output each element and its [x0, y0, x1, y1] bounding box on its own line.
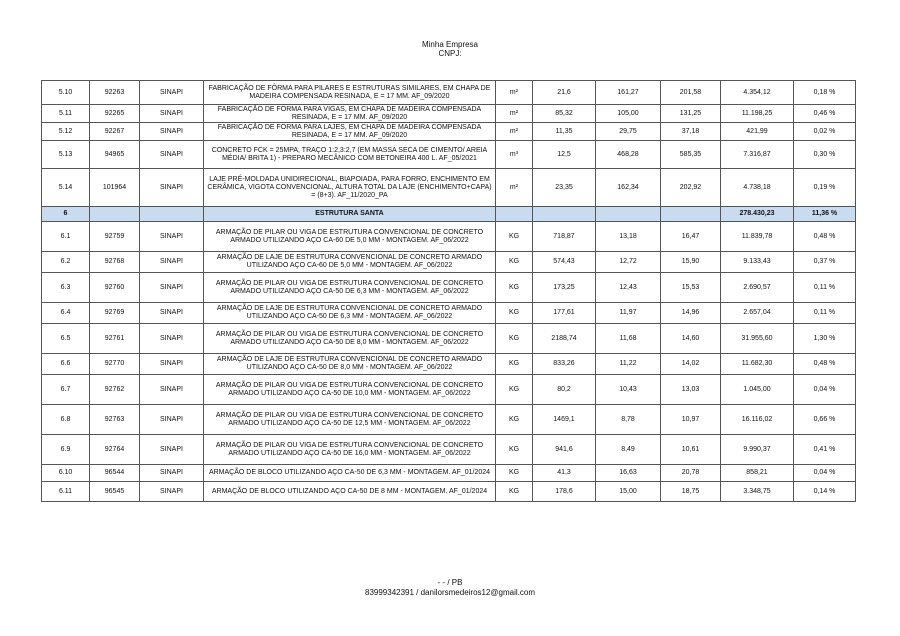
- item-code: 92769: [90, 303, 140, 324]
- item-total: 421,99: [721, 123, 794, 141]
- item-number: 5.12: [42, 123, 90, 141]
- item-unit-price: 20,78: [661, 465, 721, 482]
- item-total: 7.316,87: [721, 141, 794, 169]
- item-code: 92263: [90, 81, 140, 105]
- item-total: 9.990,37: [721, 435, 794, 465]
- item-source: [140, 207, 204, 222]
- item-code: 92762: [90, 375, 140, 405]
- item-number: 6.3: [42, 273, 90, 303]
- item-source: SINAPI: [140, 222, 204, 252]
- item-total: 278.430,23: [721, 207, 794, 222]
- item-unit-price: 16,47: [661, 222, 721, 252]
- footer-contact: 83999342391 / danilorsmedeiros12@gmail.com: [365, 588, 535, 597]
- item-description: ARMAÇÃO DE PILAR OU VIGA DE ESTRUTURA CONVENCIONAL DE CONCRETO ARMADO UTILIZANDO AÇO CA-50 DE 16,0 MM - MONTAGEM. AF_06/2022: [204, 435, 496, 465]
- item-quantity: 85,32: [533, 105, 596, 123]
- item-unit-price: [661, 207, 721, 222]
- item-number: 6.10: [42, 465, 90, 482]
- item-quantity: 12,5: [533, 141, 596, 169]
- item-description: ARMAÇÃO DE PILAR OU VIGA DE ESTRUTURA CONVENCIONAL DE CONCRETO ARMADO UTILIZANDO AÇO CA-60 DE 5,0 MM - MONTAGEM. AF_06/2022: [204, 222, 496, 252]
- item-percent: 0,66 %: [794, 405, 856, 435]
- item-code: 92768: [90, 252, 140, 273]
- item-quantity: 178,6: [533, 482, 596, 502]
- item-total: 2.657,04: [721, 303, 794, 324]
- item-quantity: 173,25: [533, 273, 596, 303]
- item-percent: 0,48 %: [794, 222, 856, 252]
- item-percent: 1,30 %: [794, 324, 856, 354]
- item-description: ARMAÇÃO DE PILAR OU VIGA DE ESTRUTURA CONVENCIONAL DE CONCRETO ARMADO UTILIZANDO AÇO CA-50 DE 10,0 MM - MONTAGEM. AF_06/2022: [204, 375, 496, 405]
- item-number: 5.13: [42, 141, 90, 169]
- item-total: 11.198,25: [721, 105, 794, 123]
- item-unit-price: 37,18: [661, 123, 721, 141]
- item-total: 4.738,18: [721, 169, 794, 207]
- item-percent: 0,11 %: [794, 303, 856, 324]
- item-source: SINAPI: [140, 465, 204, 482]
- item-source: SINAPI: [140, 252, 204, 273]
- item-unit-cost: 468,28: [596, 141, 661, 169]
- company-cnpj: CNPJ:: [438, 49, 462, 58]
- item-unit-price: 18,75: [661, 482, 721, 502]
- item-number: 6.2: [42, 252, 90, 273]
- item-percent: 0,48 %: [794, 354, 856, 375]
- item-unit-cost: 10,43: [596, 375, 661, 405]
- table-row: [42, 303, 856, 324]
- item-unit-price: 131,25: [661, 105, 721, 123]
- item-quantity: 177,61: [533, 303, 596, 324]
- table-row: [42, 375, 856, 405]
- item-source: SINAPI: [140, 435, 204, 465]
- item-description: ARMAÇÃO DE BLOCO UTILIZANDO AÇO CA-50 DE 6,3 MM - MONTAGEM. AF_01/2024: [204, 465, 496, 482]
- item-unit-cost: 8,49: [596, 435, 661, 465]
- item-unit-cost: 105,00: [596, 105, 661, 123]
- item-description: ARMAÇÃO DE BLOCO UTILIZANDO AÇO CA-50 DE 8 MM - MONTAGEM. AF_01/2024: [204, 482, 496, 502]
- item-unit: m²: [496, 169, 533, 207]
- item-number: 5.14: [42, 169, 90, 207]
- item-number: 6.8: [42, 405, 90, 435]
- item-code: 96544: [90, 465, 140, 482]
- item-unit-price: 202,92: [661, 169, 721, 207]
- item-unit: KG: [496, 482, 533, 502]
- item-number: 6.6: [42, 354, 90, 375]
- item-total: 2.690,57: [721, 273, 794, 303]
- item-quantity: 21,6: [533, 81, 596, 105]
- item-unit: KG: [496, 375, 533, 405]
- item-unit: [496, 207, 533, 222]
- item-quantity: 718,87: [533, 222, 596, 252]
- item-description: FABRICAÇÃO DE FÔRMA PARA PILARES E ESTRUTURAS SIMILARES, EM CHAPA DE MADEIRA COMPENSADA RESINADA, E = 17 MM. AF_09/2020: [204, 81, 496, 105]
- item-unit: KG: [496, 324, 533, 354]
- item-percent: 0,04 %: [794, 375, 856, 405]
- item-total: 3.348,75: [721, 482, 794, 502]
- item-number: 6.5: [42, 324, 90, 354]
- item-unit: KG: [496, 273, 533, 303]
- item-source: SINAPI: [140, 81, 204, 105]
- item-description: ARMAÇÃO DE PILAR OU VIGA DE ESTRUTURA CONVENCIONAL DE CONCRETO ARMADO UTILIZANDO AÇO CA-50 DE 12,5 MM - MONTAGEM. AF_06/2022: [204, 405, 496, 435]
- item-code: 92759: [90, 222, 140, 252]
- budget-table: [41, 80, 856, 502]
- item-unit-cost: 162,34: [596, 169, 661, 207]
- item-unit: m²: [496, 123, 533, 141]
- item-code: 92763: [90, 405, 140, 435]
- item-unit-cost: 16,63: [596, 465, 661, 482]
- table-row: [42, 123, 856, 141]
- item-total: 16.116,02: [721, 405, 794, 435]
- table-row: [42, 105, 856, 123]
- item-percent: 0,18 %: [794, 81, 856, 105]
- item-quantity: [533, 207, 596, 222]
- table-row: [42, 405, 856, 435]
- item-unit-cost: 11,68: [596, 324, 661, 354]
- item-code: 92760: [90, 273, 140, 303]
- item-unit-cost: 11,22: [596, 354, 661, 375]
- item-description: ESTRUTURA SANTA: [204, 207, 496, 222]
- item-unit-price: 14,60: [661, 324, 721, 354]
- table-row: [42, 465, 856, 482]
- item-unit-price: 201,58: [661, 81, 721, 105]
- item-unit: m²: [496, 81, 533, 105]
- item-source: SINAPI: [140, 354, 204, 375]
- table-row: [42, 324, 856, 354]
- item-code: 101964: [90, 169, 140, 207]
- item-code: 92764: [90, 435, 140, 465]
- item-unit: KG: [496, 465, 533, 482]
- item-code: [90, 207, 140, 222]
- item-unit-price: 585,35: [661, 141, 721, 169]
- item-unit-cost: 161,27: [596, 81, 661, 105]
- item-unit: KG: [496, 252, 533, 273]
- item-code: 92761: [90, 324, 140, 354]
- budget-table-body: [42, 81, 856, 502]
- item-percent: 0,11 %: [794, 273, 856, 303]
- item-code: 92770: [90, 354, 140, 375]
- table-row: [42, 222, 856, 252]
- item-unit: KG: [496, 222, 533, 252]
- item-source: SINAPI: [140, 482, 204, 502]
- item-description: CONCRETO FCK = 25MPA, TRAÇO 1:2,3:2,7 (EM MASSA SECA DE CIMENTO/ AREIA MÉDIA/ BRITA 1) - PREPARO MECÂNICO COM BETONEIRA 400 L. AF_05/2021: [204, 141, 496, 169]
- table-row: [42, 81, 856, 105]
- item-description: ARMAÇÃO DE PILAR OU VIGA DE ESTRUTURA CONVENCIONAL DE CONCRETO ARMADO UTILIZANDO AÇO CA-50 DE 6,3 MM - MONTAGEM. AF_06/2022: [204, 273, 496, 303]
- item-unit: KG: [496, 354, 533, 375]
- item-total: 1.045,00: [721, 375, 794, 405]
- item-unit: KG: [496, 303, 533, 324]
- item-unit: m³: [496, 141, 533, 169]
- item-source: SINAPI: [140, 141, 204, 169]
- item-percent: 0,41 %: [794, 435, 856, 465]
- item-source: SINAPI: [140, 123, 204, 141]
- item-percent: 0,02 %: [794, 123, 856, 141]
- item-unit-cost: 12,43: [596, 273, 661, 303]
- item-number: 6.7: [42, 375, 90, 405]
- item-source: SINAPI: [140, 405, 204, 435]
- item-code: 94965: [90, 141, 140, 169]
- item-source: SINAPI: [140, 375, 204, 405]
- footer-location: - - / PB: [437, 578, 463, 587]
- item-number: 6.11: [42, 482, 90, 502]
- item-source: SINAPI: [140, 169, 204, 207]
- section-row: [42, 207, 856, 222]
- item-code: 92265: [90, 105, 140, 123]
- company-name: Minha Empresa: [421, 40, 479, 49]
- item-unit-price: 15,53: [661, 273, 721, 303]
- item-unit: KG: [496, 435, 533, 465]
- item-total: 31.955,60: [721, 324, 794, 354]
- item-quantity: 833,26: [533, 354, 596, 375]
- item-unit-cost: 13,18: [596, 222, 661, 252]
- item-quantity: 23,35: [533, 169, 596, 207]
- item-total: 4.354,12: [721, 81, 794, 105]
- item-code: 92267: [90, 123, 140, 141]
- item-description: LAJE PRÉ-MOLDADA UNIDIRECIONAL, BIAPOIADA, PARA FORRO, ENCHIMENTO EM CERÂMICA, VIGOTA CONVENCIONAL, ALTURA TOTAL DA LAJE (ENCHIMENTO+CAPA) = (8+3). AF_11/2020_PA: [204, 169, 496, 207]
- item-quantity: 41,3: [533, 465, 596, 482]
- item-code: 96545: [90, 482, 140, 502]
- item-unit: m²: [496, 105, 533, 123]
- item-number: 6.9: [42, 435, 90, 465]
- item-unit-price: 15,90: [661, 252, 721, 273]
- item-quantity: 574,43: [533, 252, 596, 273]
- item-unit-cost: 15,00: [596, 482, 661, 502]
- item-quantity: 941,6: [533, 435, 596, 465]
- item-unit-cost: 8,78: [596, 405, 661, 435]
- item-percent: 0,14 %: [794, 482, 856, 502]
- table-row: [42, 169, 856, 207]
- item-unit-price: 10,97: [661, 405, 721, 435]
- table-row: [42, 252, 856, 273]
- item-description: ARMAÇÃO DE LAJE DE ESTRUTURA CONVENCIONAL DE CONCRETO ARMADO UTILIZANDO AÇO CA-50 DE 8,0 MM - MONTAGEM. AF_06/2022: [204, 354, 496, 375]
- item-percent: 0,46 %: [794, 105, 856, 123]
- item-percent: 11,36 %: [794, 207, 856, 222]
- item-unit-price: 14,02: [661, 354, 721, 375]
- table-row: [42, 273, 856, 303]
- item-unit-cost: 29,75: [596, 123, 661, 141]
- item-percent: 0,04 %: [794, 465, 856, 482]
- item-description: ARMAÇÃO DE PILAR OU VIGA DE ESTRUTURA CONVENCIONAL DE CONCRETO ARMADO UTILIZANDO AÇO CA-50 DE 8,0 MM - MONTAGEM. AF_06/2022: [204, 324, 496, 354]
- item-source: SINAPI: [140, 105, 204, 123]
- item-source: SINAPI: [140, 303, 204, 324]
- item-description: ARMAÇÃO DE LAJE DE ESTRUTURA CONVENCIONAL DE CONCRETO ARMADO UTILIZANDO AÇO CA-60 DE 5,0 MM - MONTAGEM. AF_06/2022: [204, 252, 496, 273]
- item-description: ARMAÇÃO DE LAJE DE ESTRUTURA CONVENCIONAL DE CONCRETO ARMADO UTILIZANDO AÇO CA-50 DE 6,3 MM - MONTAGEM. AF_06/2022: [204, 303, 496, 324]
- item-unit-cost: 12,72: [596, 252, 661, 273]
- item-number: 5.11: [42, 105, 90, 123]
- item-source: SINAPI: [140, 324, 204, 354]
- item-quantity: 2188,74: [533, 324, 596, 354]
- item-quantity: 1469,1: [533, 405, 596, 435]
- item-percent: 0,30 %: [794, 141, 856, 169]
- item-description: FABRICAÇÃO DE FÔRMA PARA LAJES, EM CHAPA DE MADEIRA COMPENSADA RESINADA, E = 17 MM. AF_09/2020: [204, 123, 496, 141]
- item-percent: 0,37 %: [794, 252, 856, 273]
- table-row: [42, 482, 856, 502]
- item-number: 6: [42, 207, 90, 222]
- item-total: 858,21: [721, 465, 794, 482]
- item-number: 6.4: [42, 303, 90, 324]
- item-number: 6.1: [42, 222, 90, 252]
- item-total: 11.682,30: [721, 354, 794, 375]
- item-description: FABRICAÇÃO DE FÔRMA PARA VIGAS, EM CHAPA DE MADEIRA COMPENSADA RESINADA, E = 17 MM. AF_09/2020: [204, 105, 496, 123]
- item-percent: 0,19 %: [794, 169, 856, 207]
- item-quantity: 11,35: [533, 123, 596, 141]
- item-total: 11.839,78: [721, 222, 794, 252]
- item-unit-price: 10,61: [661, 435, 721, 465]
- item-total: 9.133,43: [721, 252, 794, 273]
- item-quantity: 80,2: [533, 375, 596, 405]
- table-row: [42, 141, 856, 169]
- table-row: [42, 354, 856, 375]
- item-number: 5.10: [42, 81, 90, 105]
- item-unit-price: 14,96: [661, 303, 721, 324]
- item-unit-cost: 11,97: [596, 303, 661, 324]
- item-unit: KG: [496, 405, 533, 435]
- item-source: SINAPI: [140, 273, 204, 303]
- item-unit-price: 13,03: [661, 375, 721, 405]
- item-unit-cost: [596, 207, 661, 222]
- table-row: [42, 435, 856, 465]
